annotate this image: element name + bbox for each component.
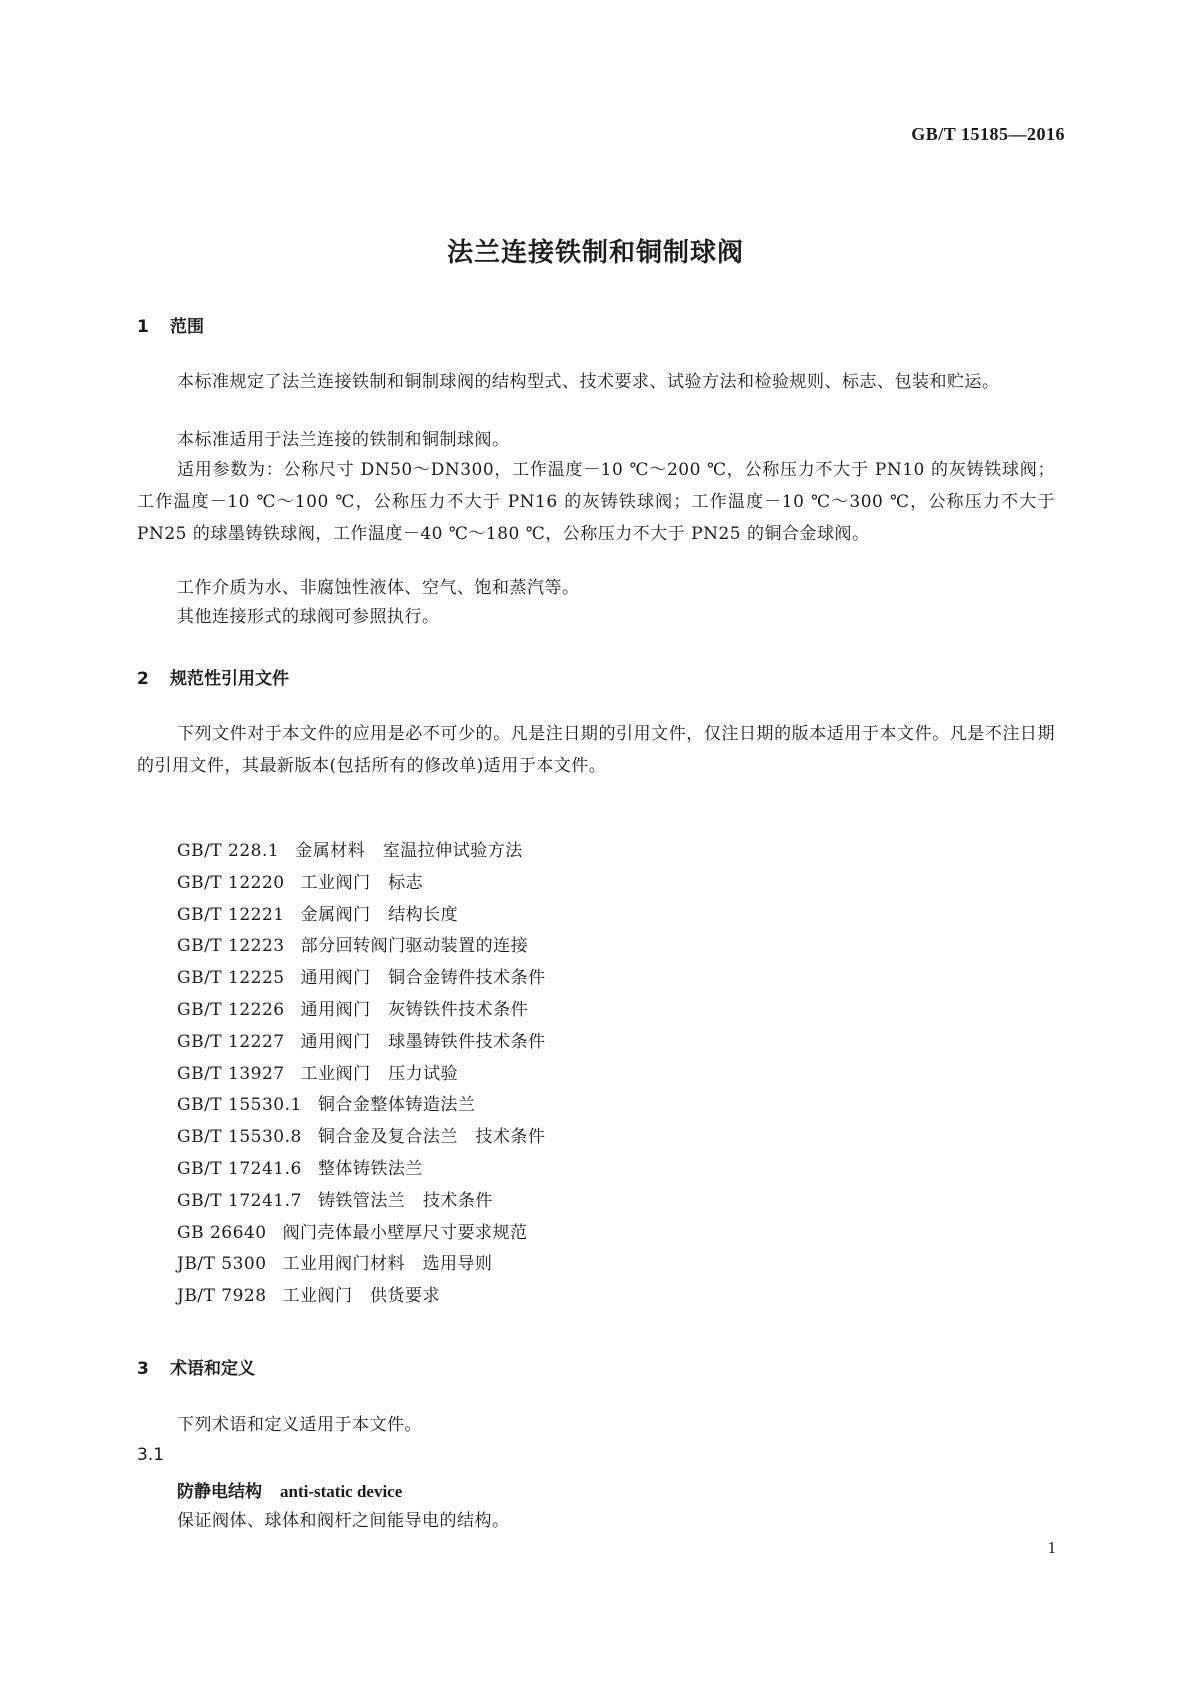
reference-code: JB/T 7928	[177, 1286, 267, 1307]
reference-title: 金属材料 室温拉伸试验方法	[295, 841, 523, 861]
reference-title: 工业阀门 供货要求	[282, 1286, 441, 1307]
list-item	[177, 963, 546, 995]
term-entry	[177, 1477, 402, 1502]
list-item	[177, 995, 546, 1027]
reference-title: 铜合金及复合法兰 技术条件	[317, 1127, 546, 1148]
reference-code: GB/T 17241.7	[177, 1190, 302, 1211]
reference-title: 整体铸铁法兰	[317, 1158, 423, 1179]
reference-title: 通用阀门 球墨铸铁件技术条件	[300, 1031, 546, 1052]
paragraph: 本标准适用于法兰连接的铁制和铜制球阀。	[177, 430, 510, 450]
reference-title: 阀门壳体最小壁厚尺寸要求规范	[282, 1222, 528, 1243]
paragraph: 本标准规定了法兰连接铁制和铜制球阀的结构型式、技术要求、试验方法和检验规则、标志、包装和贮运。	[177, 372, 1000, 392]
reference-code: GB/T 12227	[177, 1031, 285, 1052]
reference-code: GB/T 12223	[177, 936, 285, 957]
standard-code: GB/T 15185—2016	[911, 124, 1065, 144]
reference-code: GB/T 228.1	[177, 841, 280, 861]
reference-code: GB/T 12220	[177, 872, 285, 893]
section-number: 2	[137, 669, 149, 689]
term-chinese: 防静电结构	[177, 1482, 262, 1502]
list-item	[177, 836, 546, 868]
reference-title: 工业阀门 标志	[300, 872, 424, 893]
list-item	[177, 868, 546, 900]
section-title: 术语和定义	[170, 1359, 255, 1379]
paragraph: 适用参数为：公称尺寸 DN50～DN300，工作温度－10 ℃～200 ℃，公称压力不大于 PN10 的灰铸铁球阀；工作温度－10 ℃～100 ℃，公称压力不大于 PN16 的灰铸铁球阀；工作温度－10 ℃～300 ℃，公称压力不大于 PN25 的球墨铸铁球阀，工作温度－40 ℃～180 ℃，公称压力不大于 PN25 的铜合金球阀。	[137, 460, 1055, 544]
reference-code: GB 26640	[177, 1222, 267, 1243]
list-item	[177, 1186, 546, 1218]
reference-code: GB/T 17241.6	[177, 1158, 302, 1179]
reference-list	[177, 836, 546, 1313]
reference-title: 部分回转阀门驱动装置的连接	[300, 936, 529, 957]
clause-number: 3.1	[137, 1445, 165, 1465]
list-item	[177, 1090, 546, 1122]
reference-code: GB/T 12226	[177, 999, 285, 1020]
section-title: 范围	[170, 317, 204, 337]
paragraph: 其他连接形式的球阀可参照执行。	[177, 607, 440, 627]
list-item	[177, 900, 546, 932]
list-item	[177, 931, 546, 963]
reference-title: 铸铁管法兰 技术条件	[317, 1190, 493, 1211]
term-definition: 保证阀体、球体和阀杆之间能导电的结构。	[177, 1511, 510, 1531]
list-item	[177, 1281, 546, 1313]
section-heading-terms-definitions	[137, 1354, 255, 1379]
document-title: 法兰连接铁制和铜制球阀	[446, 238, 744, 268]
section-number: 3	[137, 1359, 149, 1379]
reference-code: GB/T 15530.8	[177, 1127, 302, 1148]
reference-title: 工业阀门 压力试验	[300, 1063, 459, 1084]
list-item	[177, 1249, 546, 1281]
reference-title: 通用阀门 铜合金铸件技术条件	[300, 968, 546, 989]
paragraph: 下列文件对于本文件的应用是必不可少的。凡是注日期的引用文件，仅注日期的版本适用于本文件。凡是不注日期的引用文件，其最新版本(包括所有的修改单)适用于本文件。	[137, 724, 1055, 776]
section-heading-scope	[137, 312, 204, 337]
reference-code: GB/T 12221	[177, 904, 285, 925]
paragraph: 工作介质为水、非腐蚀性液体、空气、饱和蒸汽等。	[177, 578, 580, 598]
section-number: 1	[137, 317, 149, 337]
reference-code: GB/T 15530.1	[177, 1095, 302, 1116]
reference-title: 铜合金整体铸造法兰	[317, 1095, 476, 1116]
list-item	[177, 1059, 546, 1091]
paragraph: 下列术语和定义适用于本文件。	[177, 1415, 422, 1435]
list-item	[177, 1154, 546, 1186]
reference-code: GB/T 12225	[177, 968, 285, 989]
list-item	[177, 1027, 546, 1059]
reference-code: JB/T 5300	[177, 1254, 267, 1275]
term-english: anti-static device	[280, 1482, 403, 1501]
reference-title: 工业用阀门材料 选用导则	[282, 1254, 493, 1275]
reference-title: 金属阀门 结构长度	[300, 904, 459, 925]
list-item	[177, 1218, 546, 1250]
list-item	[177, 1122, 546, 1154]
reference-code: GB/T 13927	[177, 1063, 285, 1084]
page-number: 1	[1047, 1538, 1056, 1557]
section-heading-normative-references	[137, 664, 289, 689]
section-title: 规范性引用文件	[170, 669, 289, 689]
reference-title: 通用阀门 灰铸铁件技术条件	[300, 999, 529, 1020]
